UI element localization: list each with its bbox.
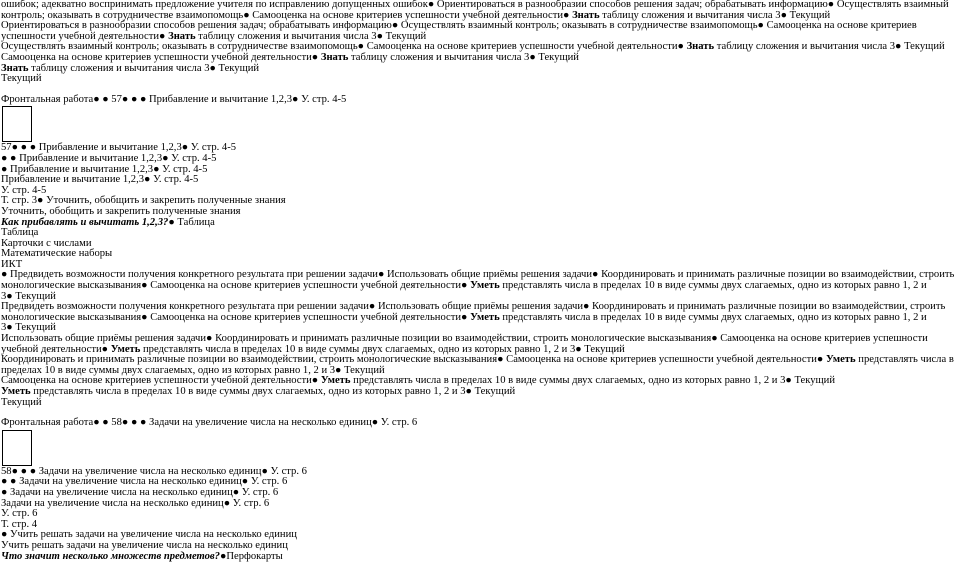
text-line: Использовать общие приёмы решения задачи● Координировать и принимать различные позиции во взаимодействии, строить монологические высказывания● Самооценка на основе критериев успешности <box>1 333 928 345</box>
lesson-header-57: Фронтальная работа● ● 57● ● ● Прибавление и вычитание 1,2,3● У. стр. 4-5 <box>1 93 347 105</box>
text-line: Предвидеть возможности получения конкретного результата при решении задачи● Использовать общие приёмы решения задачи● Координировать и принимать различные позиции во взаимодействии, строить <box>1 301 946 313</box>
text-line: ● Задачи на увеличение числа на несколько единиц● У. стр. 6 <box>1 486 279 498</box>
text-line: ● Учить решать задачи на увеличение числа на несколько единиц <box>1 529 297 541</box>
empty-table-cell <box>2 106 32 142</box>
text-line: ● ● Задачи на увеличение числа на несколько единиц● У. стр. 6 <box>1 476 288 488</box>
text-line: пределах 10 в виде суммы двух слагаемых, одно из которых равно 1, 2 и 3● Текущий <box>1 364 385 376</box>
text-line: Что значит несколько множеств предметов?●Перфокарты <box>1 550 283 562</box>
text-line: Знать таблицу сложения и вычитания числа 3● Текущий <box>1 62 260 74</box>
text-line: 3● Текущий <box>1 290 56 302</box>
text-line: Уточнить, обобщить и закрепить полученные знания <box>1 205 241 217</box>
text-line: ● Прибавление и вычитание 1,2,3● У. стр. 4-5 <box>1 163 208 175</box>
text-line: Задачи на увеличение числа на несколько единиц● У. стр. 6 <box>1 497 270 509</box>
text-line: 58● ● ● Задачи на увеличение числа на несколько единиц● У. стр. 6 <box>1 465 307 477</box>
text-line: Координировать и принимать различные позиции во взаимодействии, строить монологические высказывания● Самооценка на основе критериев успешности учебной деятельности● Уметь представлять числа в <box>1 354 954 366</box>
lesson-header-58: Фронтальная работа● ● 58● ● ● Задачи на увеличение числа на несколько единиц● У. стр. 6 <box>1 417 418 429</box>
text-line: Учить решать задачи на увеличение числа на несколько единиц <box>1 539 288 551</box>
empty-table-cell <box>2 430 32 466</box>
text-line: Текущий <box>1 73 42 85</box>
text-line: Текущий <box>1 396 42 408</box>
text-line: учебной деятельности● Уметь представлять числа в пределах 10 в виде суммы двух слагаемых, одно из которых равно 1, 2 и 3● Текущий <box>1 343 625 355</box>
text-line: монологические высказывания● Самооценка на основе критериев успешности учебной деятельности● Уметь представлять числа в пределах 10 в виде суммы двух слагаемых, одно из которых равно 1, 2 и <box>1 280 927 292</box>
text-line: Осуществлять взаимный контроль; оказывать в сотрудничестве взаимопомощь● Самооценка на основе критериев успешности учебной деятельности● Знать таблицу сложения и вычитания числа 3● Текущий <box>1 41 945 53</box>
text-line: ИКТ <box>1 258 23 270</box>
text-line: Т. стр. 3● Уточнить, обобщить и закрепить полученные знания <box>1 195 286 207</box>
text-line: У. стр. 4-5 <box>1 184 47 196</box>
text-line: Математические наборы <box>1 248 113 260</box>
text-line: Таблица <box>1 227 39 239</box>
text-line: 3● Текущий <box>1 322 56 334</box>
text-line: Самооценка на основе критериев успешности учебной деятельности● Знать таблицу сложения и вычитания числа 3● Текущий <box>1 51 579 63</box>
text-line: ошибок; адекватно воспринимать предложение учителя по исправлению допущенных ошибок● Ориентироваться в разнообразии способов решения задач; обрабатывать информацию● Осуществлять взаимный <box>1 0 949 10</box>
text-line: ● ● Прибавление и вычитание 1,2,3● У. стр. 4-5 <box>1 152 217 164</box>
text-line: ● Предвидеть возможности получения конкретного результата при решении задачи● Использовать общие приёмы решения задачи● Координировать и принимать различные позиции во взаимодействии, строить <box>1 269 954 281</box>
text-line: Уметь представлять числа в пределах 10 в виде суммы двух слагаемых, одно из которых равно 1, 2 и 3● Текущий <box>1 386 516 397</box>
text-line: Прибавление и вычитание 1,2,3● У. стр. 4-5 <box>1 174 199 186</box>
text-line: контроль; оказывать в сотрудничестве взаимопомощь● Самооценка на основе критериев успешности учебной деятельности● Знать таблицу сложения и вычитания числа 3● Текущий <box>1 9 831 21</box>
document-body <box>1 0 954 562</box>
text-line: У. стр. 6 <box>1 508 38 520</box>
text-line: монологические высказывания● Самооценка на основе критериев успешности учебной деятельности● Уметь представлять числа в пределах 10 в виде суммы двух слагаемых, одно из которых равно 1, 2 и <box>1 311 927 323</box>
text-line: Как прибавлять и вычитать 1,2,3?● Таблица <box>1 216 215 228</box>
text-line: 57● ● ● Прибавление и вычитание 1,2,3● У. стр. 4-5 <box>1 142 237 154</box>
text-line: успешности учебной деятельности● Знать таблицу сложения и вычитания числа 3● Текущий <box>1 30 427 42</box>
text-line: Ориентироваться в разнообразии способов решения задач; обрабатывать информацию● Осуществлять взаимный контроль; оказывать в сотрудничестве взаимопомощь● Самооценка на основе критериев <box>1 20 917 32</box>
text-line: Самооценка на основе критериев успешности учебной деятельности● Уметь представлять числа в пределах 10 в виде суммы двух слагаемых, одно из которых равно 1, 2 и 3● Текущий <box>1 375 836 387</box>
text-line: Т. стр. 4 <box>1 518 38 530</box>
text-line: Карточки с числами <box>1 237 92 249</box>
